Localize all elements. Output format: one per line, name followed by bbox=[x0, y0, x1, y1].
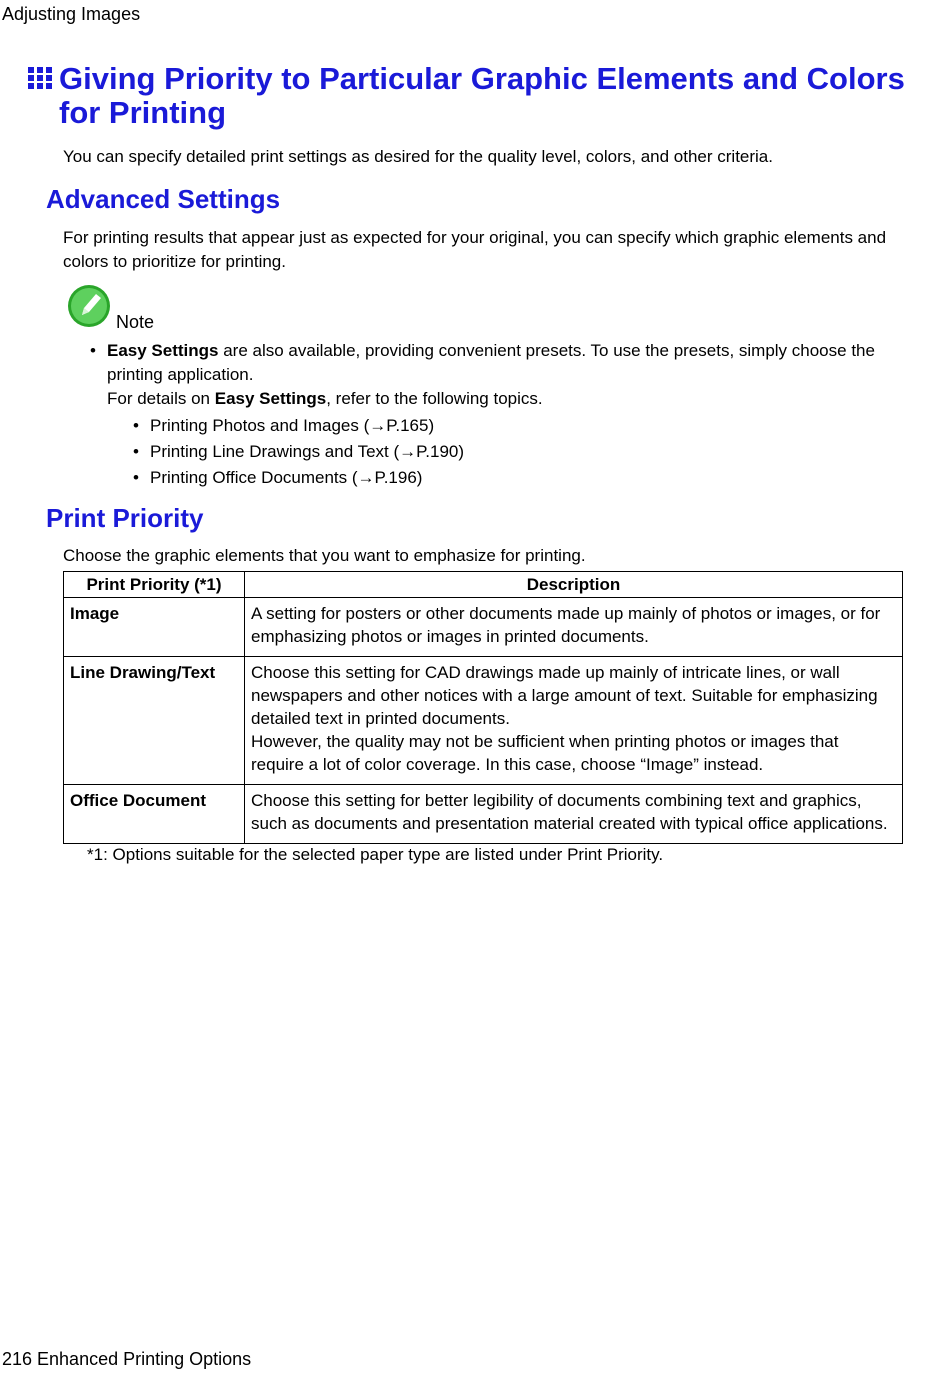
note-line-1: are also available, providing convenient presets. To use the presets, simply choose the printing application. bbox=[107, 341, 875, 384]
table-row bbox=[64, 657, 903, 785]
topic-link-photos[interactable] bbox=[133, 413, 890, 439]
easy-settings-term: Easy Settings bbox=[214, 389, 327, 408]
priority-description bbox=[245, 657, 903, 785]
easy-settings-term: Easy Settings bbox=[107, 341, 219, 360]
table-header-row bbox=[64, 572, 903, 598]
topic-list bbox=[90, 413, 890, 491]
page-title: Giving Priority to Particular Graphic Elements and Colors for Printing bbox=[59, 61, 905, 130]
print-priority-text: Choose the graphic elements that you want to emphasize for printing. bbox=[63, 546, 586, 565]
bullet-dot: • bbox=[133, 416, 139, 435]
section-heading-advanced-settings: Advanced Settings bbox=[46, 184, 281, 214]
column-header-priority: Print Priority (*1) bbox=[64, 572, 245, 598]
grid-icon bbox=[28, 67, 54, 91]
bullet-dot: • bbox=[133, 442, 139, 461]
note-line-2-prefix: For details on bbox=[107, 389, 215, 408]
priority-name: Image bbox=[64, 598, 245, 657]
column-header-description: Description bbox=[245, 572, 903, 598]
topic-label: Printing Photos and Images (→P.165) bbox=[150, 416, 435, 435]
description-line: Choose this setting for better legibility of documents combining text and graphics, such as documents and presentation material created with typical office applications. bbox=[251, 791, 888, 833]
description-line: However, the quality may not be sufficient when printing photos or images that require a lot of color coverage. In this case, choose “Image” instead. bbox=[251, 732, 839, 774]
note-line-2-suffix: , refer to the following topics. bbox=[326, 389, 543, 408]
table-row bbox=[64, 598, 903, 657]
topic-label: Printing Line Drawings and Text (→P.190) bbox=[150, 442, 465, 461]
print-priority-table bbox=[63, 571, 903, 844]
topic-link-office-documents[interactable] bbox=[133, 465, 890, 491]
table-row bbox=[64, 785, 903, 844]
pencil-note-icon bbox=[67, 284, 111, 328]
note-bullet bbox=[90, 339, 890, 411]
priority-description bbox=[245, 785, 903, 844]
intro-text: You can specify detailed print settings as desired for the quality level, colors, and other criteria. bbox=[63, 147, 773, 166]
description-line: Choose this setting for CAD drawings made up mainly of intricate lines, or wall newspapers and other notices with a large amount of text. Suitable for emphasizing detailed text in printed documents. bbox=[251, 663, 878, 728]
running-header: Adjusting Images bbox=[2, 4, 141, 24]
bullet-dot: • bbox=[133, 468, 139, 487]
description-line: A setting for posters or other documents made up mainly of photos or images, or for emphasizing photos or images in printed documents. bbox=[251, 604, 881, 646]
note-label: Note bbox=[116, 312, 155, 332]
priority-name: Line Drawing/Text bbox=[64, 657, 245, 785]
note-body bbox=[90, 339, 890, 491]
topic-label: Printing Office Documents (→P.196) bbox=[150, 468, 423, 487]
advanced-settings-text: For printing results that appear just as expected for your original, you can specify which graphic elements and colors to prioritize for printing. bbox=[63, 228, 887, 271]
title-block bbox=[28, 62, 928, 130]
table-footnote: *1: Options suitable for the selected paper type are listed under Print Priority. bbox=[87, 845, 664, 864]
topic-link-line-drawings[interactable] bbox=[133, 439, 890, 465]
priority-name: Office Document bbox=[64, 785, 245, 844]
bullet-dot: • bbox=[90, 341, 96, 360]
priority-description bbox=[245, 598, 903, 657]
section-heading-print-priority: Print Priority bbox=[46, 503, 204, 533]
page-footer: 216 Enhanced Printing Options bbox=[2, 1349, 252, 1369]
